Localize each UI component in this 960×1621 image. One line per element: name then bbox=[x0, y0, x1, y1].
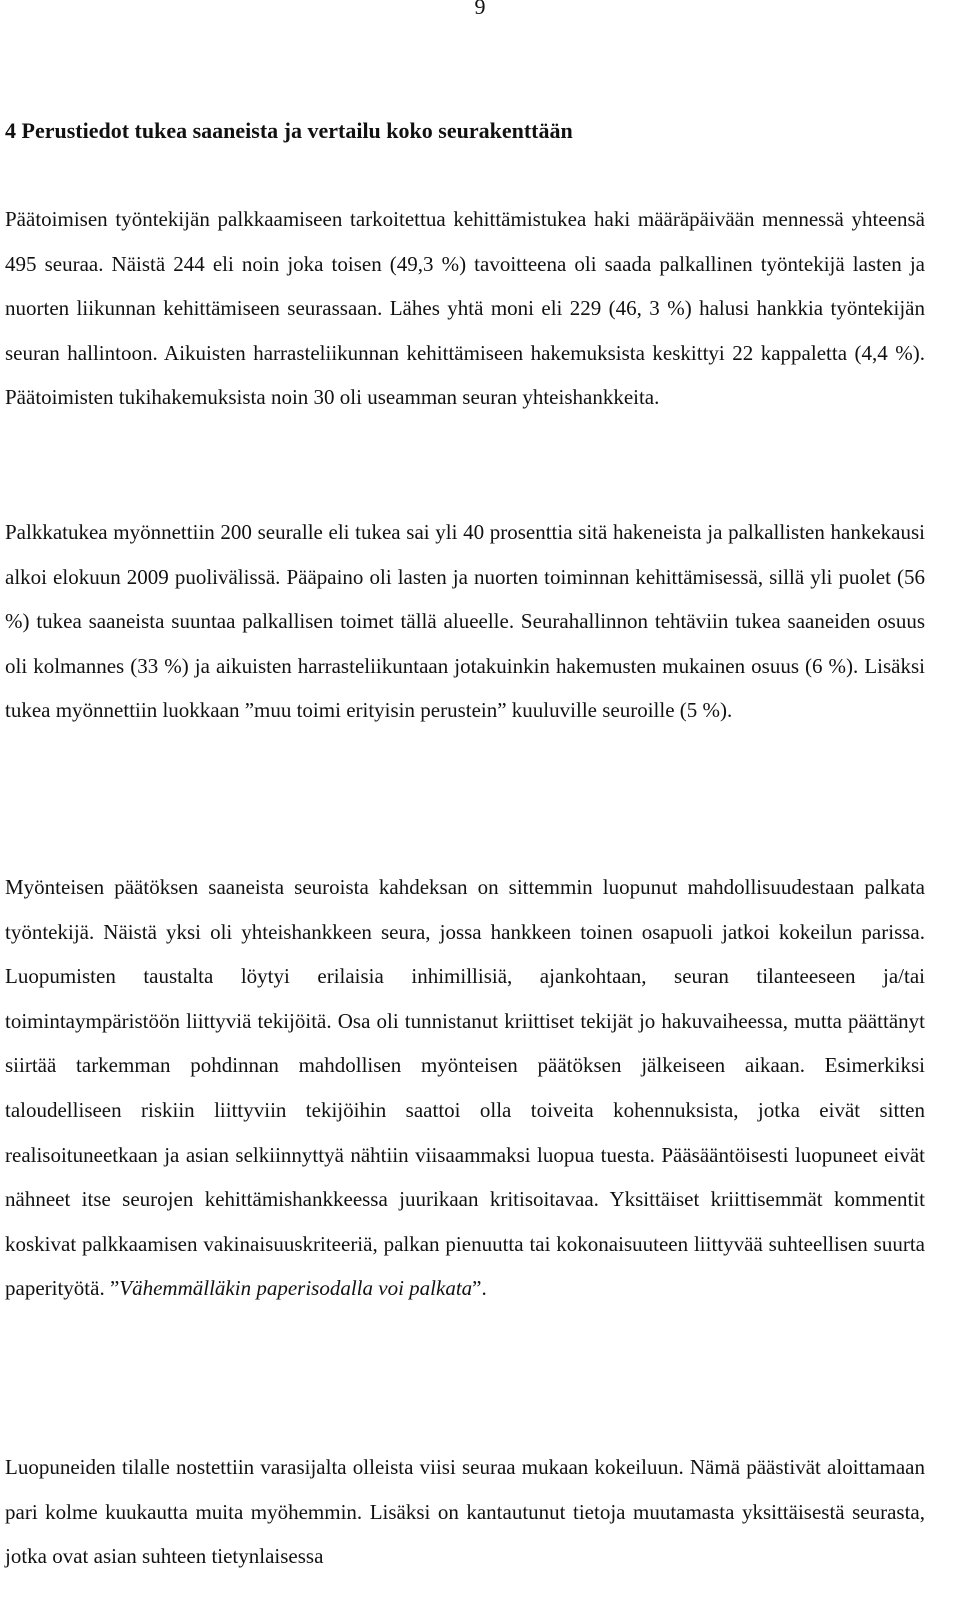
italic-quote: Vähemmälläkin paperisodalla voi palkata bbox=[119, 1276, 473, 1301]
section-heading: 4 Perustiedot tukea saaneista ja vertailu koko seurakenttään bbox=[5, 118, 573, 143]
paragraph-withdrawals bbox=[5, 865, 925, 1311]
paragraph-replacements: Luopuneiden tilalle nostettiin varasijalta olleista viisi seuraa mukaan kokeiluun. Nämä päästivät aloittamaan pari kolme kuukautta muita myöhemmin. Lisäksi on kantautunut tietoja muutamasta yksittäisestä seurasta, jotka ovat asian suhteen tietynlaisessa bbox=[5, 1455, 925, 1569]
paragraph-granted-support: Palkkatukea myönnettiin 200 seuralle eli tukea sai yli 40 prosenttia sitä hakeneista ja palkallisten hankekausi alkoi elokuun 2009 puolivälissä. Pääpaino oli lasten ja nuorten toiminnan kehittämisessä, sillä yli puolet (56 %) tukea saaneista suuntaa palkallisen toimet tällä alueelle. Seurahallinnon tehtäviin tukea saaneiden osuus oli kolmannes (33 %) ja aikuisten harrasteliikuntaan jotakuinkin hakemusten mukainen osuus (6 %). Lisäksi tukea myönnettiin luokkaan ”muu toimi erityisin perustein” kuuluville seuroille (5 %). bbox=[5, 520, 925, 723]
withdrawals-text: Myönteisen päätöksen saaneista seuroista kahdeksan on sittemmin luopunut mahdollisuudestaan palkata työntekijä. Näistä yksi oli yhteishankkeen seura, jossa hankkeen toinen osapuoli jatkoi kokeilun parissa. Luopumisten taustalta löytyi erilaisia inhimillisiä, ajankohtaan, seuran tilanteeseen ja/tai toimintaympäristöön liittyviä tekijöitä. Osa oli tunnistanut kriittiset tekijät jo hakuvaiheessa, mutta päättänyt siirtää tarkemman pohdinnan mahdollisen myönteisen päätöksen jälkeiseen aikaan. Esimerkiksi taloudelliseen riskiin liittyviin tekijöihin saattoi olla toiveita kohennuksista, jotka eivät sitten realisoituneetkaan ja asian selkiinnyttyä nähtiin viisaammaksi luopua tuesta. Pääsääntöisesti luopuneet eivät nähneet itse seurojen kehittämishankkeessa juurikaan kritisoitavaa. Yksittäiset kriittisemmät kommentit koskivat palkkaamisen vakinaisuuskriteeriä, palkan pienuutta tai kokonaisuuteen liittyvää suhteellisen suurta paperityötä. ” bbox=[5, 875, 925, 1301]
page-number: 9 bbox=[474, 0, 486, 19]
paragraph-applicants: Päätoimisen työntekijän palkkaamiseen tarkoitettua kehittämistukea haki määräpäivään mennessä yhteensä 495 seuraa. Näistä 244 eli noin joka toisen (49,3 %) tavoitteena oli saada palkallinen työntekijä lasten ja nuorten liikunnan kehittämiseen seurassaan. Lähes yhtä moni eli 229 (46, 3 %) halusi hankkia työntekijän seuran hallintoon. Aikuisten harrasteliikunnan kehittämiseen hakemuksista keskittyi 22 kappaletta (4,4 %). Päätoimisten tukihakemuksista noin 30 oli useamman seuran yhteishankkeita. bbox=[5, 207, 925, 410]
quote-end: ”. bbox=[472, 1276, 487, 1301]
